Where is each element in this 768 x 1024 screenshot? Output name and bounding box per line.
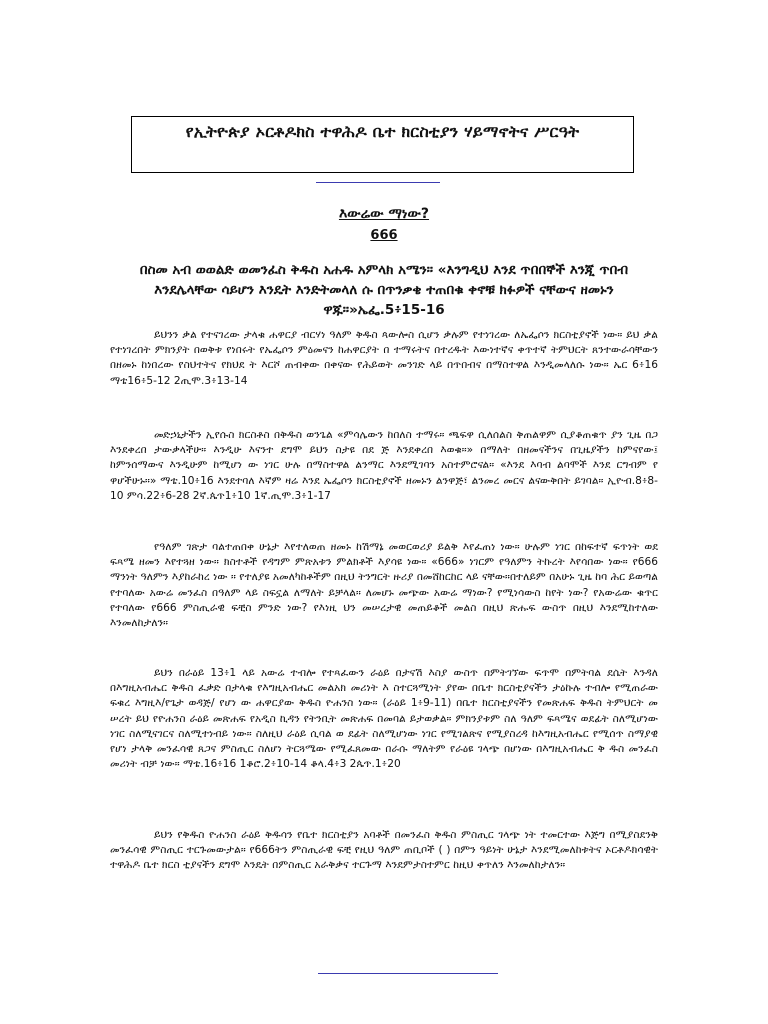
bottom-divider [318,973,498,974]
paragraph-4 [110,666,658,772]
paragraph-3 [110,540,658,631]
paragraph-2 [110,428,658,504]
paragraph-text: መድኃኒታችን ኢየሱስ ክርስቶስ በቅዱስ ወንጌል «ምሳሌውን ከበለስ ተማሩ። ጫፍዋ ሲለሰልስ ቅጠልዋም ሲያቆጠቁጥ ያን ጊዜ በጋ እንደቀረበ ታውቃላችሁ። እንዲሁ እናንተ ደግሞ ይህን ስታዩ በደ ጅ እንደቀረበ እወቁ።» በማለት በዘመናችንና በጊዜያችን ከምናየው፤ ከምንሰማውና እንዲሁም ከሚሆነ ው ነገር ሁሉ በማስተዋል ልንማር እንደሚገባን አስተምሮናል። «እንደ እባብ ልባሞች እንደ ርግብም የ ዋሆችሁኑ።» ማቴ.10፥16 እንደተባለ እኛም ዛሬ እንደ ኤፌሶን ክርስቲያኖች ዘመኑን ልንዋጅ፣ ልንመረ መርና ልናውቅበት ይገባል። ኢዮብ.8፥8-10 ምሳ.22፥6-28 2ኛ.ጴጥ1፥10 1ኛ.ጢሞ.3፥1-17 [110,429,658,502]
top-divider [316,182,440,183]
paragraph-text: የዓለም ገጽታ ባልተጠበቀ ሁኔታ እየተለወጠ ዘመኑ ከሽማኔ መወርወሪያ ይልቅ እየፈጠነ ነው። ሁሉም ነገር በከፍተኛ ፍጥነት ወደ ፍጻሜ ዘመን እየተጓዘ ነው። ክስተቶች የዳግም ምጽአቱን ምልክቶች እያሳዩ ነው። «666» ነገርም የዓለምን ትኩረት እየሳበው ነው። የ666 ማንነት ዓለምን እያከራከረ ነው ። የተለያዩ አመለካከቶችም በዚህ ትንግርት ዙሪያ በመሸከርከር ላይ ናቸው።በተለይም በአሁኑ ጊዜ ከባ ሕር ይወጣል የተባለው አውሬ መንፈስ በዓለም ላይ ስፍኗል ለማለት ይቻላል። ለመሆኑ መጭው አውሬ ማነው? የሚነሳውስ ከየት ነው? የአውሬው ቁጥር የተባለው የ666 ምስጢራዊ ፍቺስ ምንድ ነው? የእነዚ ህን መሠረታዊ መጠይቆች መልስ በዚህ ጽሑፍ ውስጥ በዚህ እንደሚከተለው እንመለከታለን። [110,541,658,630]
opening-verse: በስመ አብ ወወልድ ወመንፈስ ቅዱስ አሐዱ አምላክ አሜን። «እንግዲህ እንደ ጥበበኞች እንጂ ጥበብ እንደሌላቸው ሳይሆን እንዴት እንድትመላለ ሱ በጥንቃቄ ተጠበቁ ቀኖቹ ክፉዎች ናቸውና ዘመኑን ዋጁ።»ኤፌ.5፥15-16 [139,262,629,318]
paragraph-text: ይህንን ቃል የተናገረው ታላቁ ሐዋርያ ብርሃነ ዓለም ቅዱስ ጳውሎስ ሲሆን ቃሉም የተነገረው ለኤፌሶን ክርስቲያኖች ነው። ይህ ቃል የተነገረበት ምክንያት በወቅቱ የነበሩት የኤፌሶን ምዕመናን ከሐዋርያት በ ተማሩትና በተረዱት እውነተኛና ቀጥተኛ ትምህርት ጸንተውራሳቸውን በዘመኑ ከነበረው የስህተትና የክህደ ት እርሾ ጠብቀው በቀናው የሕይወት መንገድ ላይ በጥበብና በማስተዋል እንዲመላለሱ ነው። ኤር 6፥16 ማቴ16፥5-12 2ጢሞ.3፥13-14 [110,329,658,387]
section-subheading: 666 [370,228,398,243]
paragraph-1 [110,328,658,389]
title-box [131,116,634,173]
paragraph-text: ይህን የቅዱስ ዮሐንስ ራዕይ ቅዱሳን የቤተ ክርስቲያን አባቶች በመንፈስ ቅዱስ ምስጢር ገላጭ ነት ተመርተው እጅግ በሚያስደንቅ መንፈሳዊ ምስጢር ተርጉመውታል። የ666ትን ምስጢራዊ ፍቺ የዚህ ዓለም ጠቢቦች ( ) በምን ዓይነት ሁኔታ እንደሚመለከቱትና ኦርቶዶክሳዊት ተዋሕዶ ቤተ ክርስ ቲያናችን ደግሞ እንዴት በምስጢር አራቅቃና ተርጉማ እንደምታስተምር ከዚህ ቀጥለን እንመለከታለን። [110,829,658,872]
document-title: የኢትዮጵያ ኦርቶዶክስ ተዋሕዶ ቤተ ክርስቲያን ሃይማኖትና ሥርዓት [185,122,580,141]
section-heading: እውሬው ማነው? [338,206,430,222]
paragraph-5 [110,828,658,874]
paragraph-text: ይህን በራዕይ 13፥1 ላይ አውሬ ተብሎ የተጻፈውን ራዕይ በታናሽ እስያ ውስጥ በምትገኘው ፍጥሞ በምትባል ደሴት እንዳለ በእግዚአብሔር ቅዱስ ፈቃድ በታላቁ የእግዚአብሔር መልአክ መሪነት እ ስተርጓሚነት ያየው በቤተ ክርስቲያናችን ታዕኩሉ ተብሎ የሚጠራው ፍቁረ እግዚእ/የጌታ ወዳጅ/ የሆነ ው ሐዋርያው ቅዱስ ዮሐንስ ነው። (ራዕይ 1፥9-11) በቤተ ክርስቲያናችን የመጽሐፍ ቅዱስ ትምህርት መ ሠረት ይህ የዮሐንስ ራዕይ መጽሐፍ የአዲስ ኪዳን የትንቢት መጽሐፍ በመባል ይታወቃል። ምክንያቱም ስለ ዓለም ፍጻሜና ወደፊት ስለሚሆነው ነገር ስለሚናገርና ስለሚተነብይ ነው። ስለዚህ ራዕይ ሲባል ወ ደፊት ስለሚሆነው ነገር የሚገልጽና የሚያስረዳ ከእግዚአብሔር የሚሰጥ ስማያዊ የሆነ ታላቅ መንፈሳዊ ጸጋና ምስጢር ስለሆነ ትርጓሜው የሚፈጸመው በራሱ ማለትም የራዕዩ ገላጭ በሆነው በእግዚአብሔር ቅ ዱስ መንፈስ መሪነት ብቻ ነው። ማቴ.16፥16 1ቆሮ.2፥10-14 ቆላ.4፥3 2ጴጥ.1፥20 [110,667,658,771]
